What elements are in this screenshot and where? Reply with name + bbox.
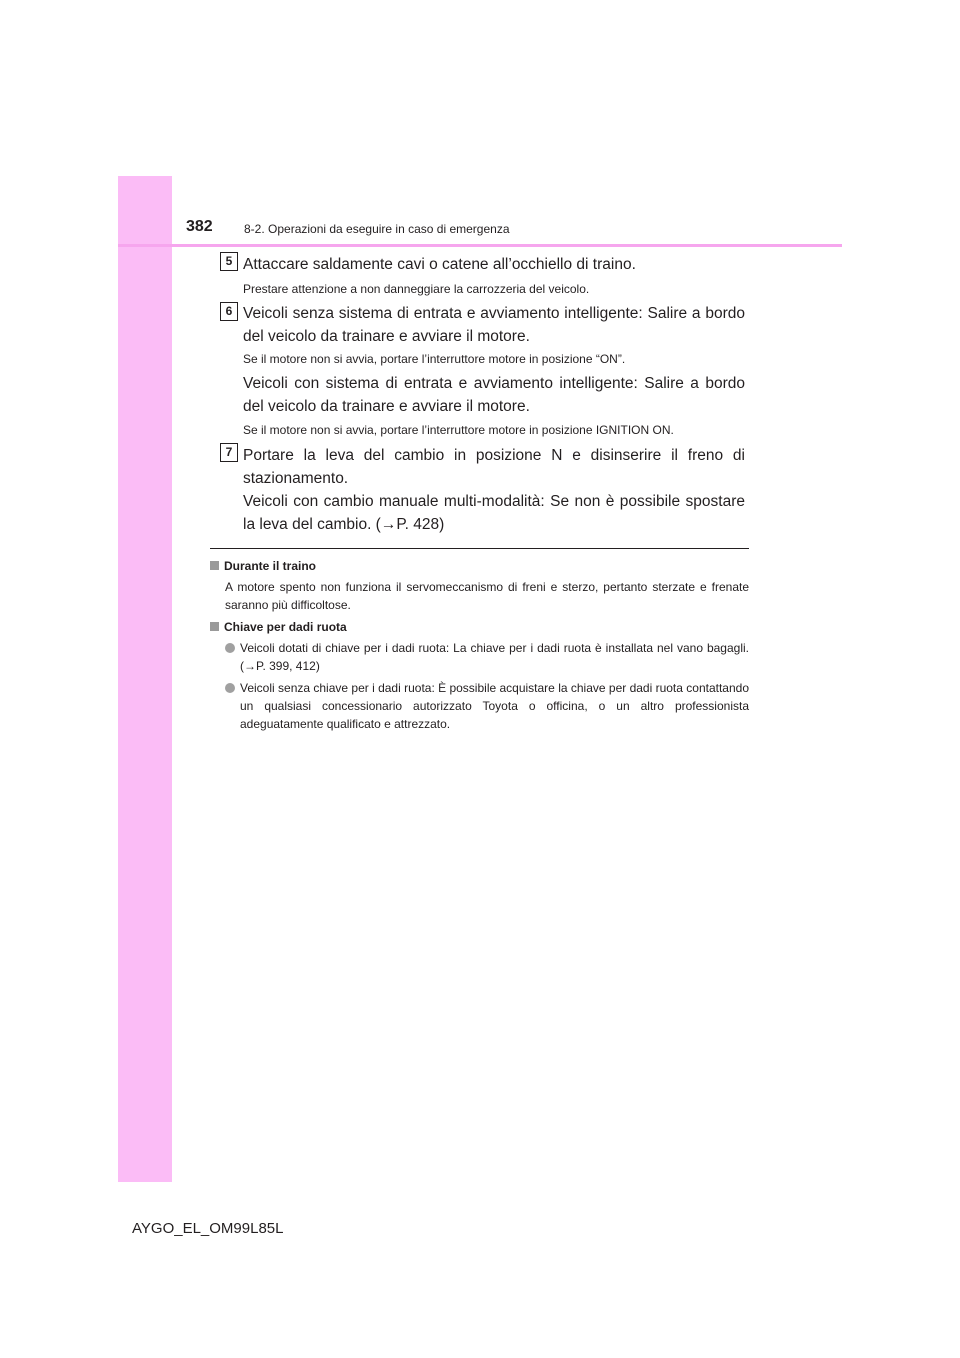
step-badge-7: 7: [220, 443, 238, 462]
section-title: 8-2. Operazioni da eseguire in caso di emergenza: [244, 222, 510, 236]
step-6-text-2: Veicoli con sistema di entrata e avviamento intelligente: Salire a bordo del veicolo da trainare e avviare il motore.: [243, 375, 745, 415]
sidebar-tab: [118, 176, 172, 1182]
note-heading-towing: [210, 558, 316, 574]
step-7-text: Portare la leva del cambio in posizione N e disinserire il freno di stazionamento.: [243, 447, 745, 487]
step-6-note: Se il motore non si avvia, portare l’interruttore motore in posizione “ON”.: [243, 352, 626, 366]
step-badge-5: 5: [220, 252, 238, 271]
header-divider: [118, 244, 842, 247]
note-heading-wheel-key: [210, 619, 347, 635]
document-code: AYGO_EL_OM99L85L: [132, 1220, 284, 1237]
list-item-text: Veicoli dotati di chiave per i dadi ruota: La chiave per i dadi ruota è installata nel vano bagagli. (→P. 399, 412): [240, 641, 749, 673]
note-heading-wheel-key-text: Chiave per dadi ruota: [224, 620, 347, 634]
notes-divider: [210, 548, 749, 549]
step-6-note-2: Se il motore non si avvia, portare l’interruttore motore in posizione IGNITION ON.: [243, 423, 674, 437]
step-5-note: Prestare attenzione a non danneggiare la carrozzeria del veicolo.: [243, 282, 590, 296]
note-heading-towing-text: Durante il traino: [224, 559, 317, 573]
note-body-towing: A motore spento non funziona il servomeccanismo di freni e sterzo, pertanto sterzate e frenate saranno più difficoltose.: [225, 580, 749, 612]
page-number: 382: [186, 218, 213, 235]
list-item-text: Veicoli senza chiave per i dadi ruota: È possibile acquistare la chiave per dadi ruota contattando un qualsiasi concessionario autorizzato Toyota o officina, o un altro professionista adeguatamente qualificato e attrezzato.: [240, 681, 749, 731]
list-item: [225, 679, 749, 733]
step-6-text: Veicoli senza sistema di entrata e avviamento intelligente: Salire a bordo del veicolo da trainare e avviare il motore.: [243, 305, 745, 345]
step-5-text: Attaccare saldamente cavi o catene all’occhiello di traino.: [243, 256, 636, 273]
circle-bullet-icon: [225, 643, 235, 653]
step-badge-6: 6: [220, 302, 238, 321]
square-bullet-icon: [210, 561, 219, 570]
square-bullet-icon: [210, 622, 219, 631]
step-7-text-2: Veicoli con cambio manuale multi-modalità: Se non è possibile spostare la leva del cambio. (→P. 428): [243, 493, 745, 533]
circle-bullet-icon: [225, 683, 235, 693]
list-item: [225, 639, 749, 675]
